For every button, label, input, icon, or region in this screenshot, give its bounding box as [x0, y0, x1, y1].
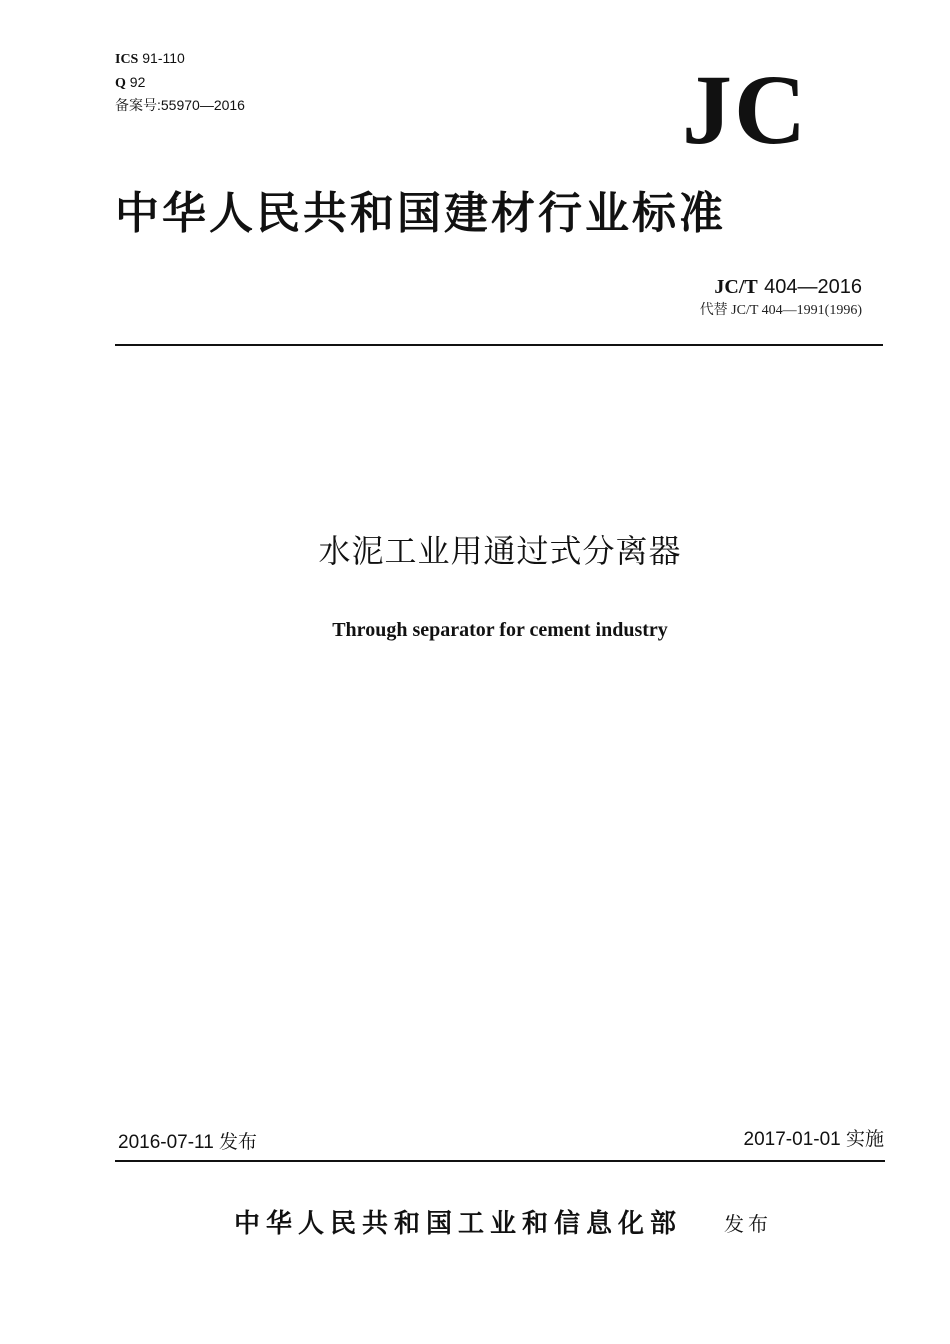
record-value: 55970—2016 [160, 97, 245, 113]
publisher-name: 中华人民共和国工业和信息化部 [234, 1209, 683, 1239]
ics-label: ICS [115, 52, 139, 67]
replaces-standard: 代替 JC/T 404—1991(1996) [699, 303, 862, 318]
standard-number [714, 274, 862, 299]
publish-label: 发布 [724, 1212, 772, 1236]
record-label: 备案号 [115, 97, 157, 113]
ccs-code [115, 74, 145, 92]
document-title-cn: 水泥工业用通过式分离器 [318, 532, 682, 570]
ics-value: 91-110 [142, 50, 185, 66]
footer-divider [115, 1160, 885, 1162]
standard-number-suffix: 404—2016 [764, 276, 862, 298]
ccs-label: Q [115, 76, 126, 91]
issuer-title: 中华人民共和国建材行业标准 [115, 188, 726, 239]
document-title-en: Through separator for cement industry [332, 619, 668, 641]
ics-code [115, 50, 185, 68]
record-separator: : [157, 97, 161, 113]
record-number [115, 97, 245, 113]
issue-date: 2016-07-11 发布 [118, 1132, 258, 1153]
standard-number-prefix: JC/T [714, 276, 758, 298]
ccs-value: 92 [129, 74, 146, 90]
jc-logo: JC [682, 54, 809, 165]
implementation-date: 2017-01-01 实施 [743, 1129, 884, 1150]
header-divider [115, 344, 883, 346]
